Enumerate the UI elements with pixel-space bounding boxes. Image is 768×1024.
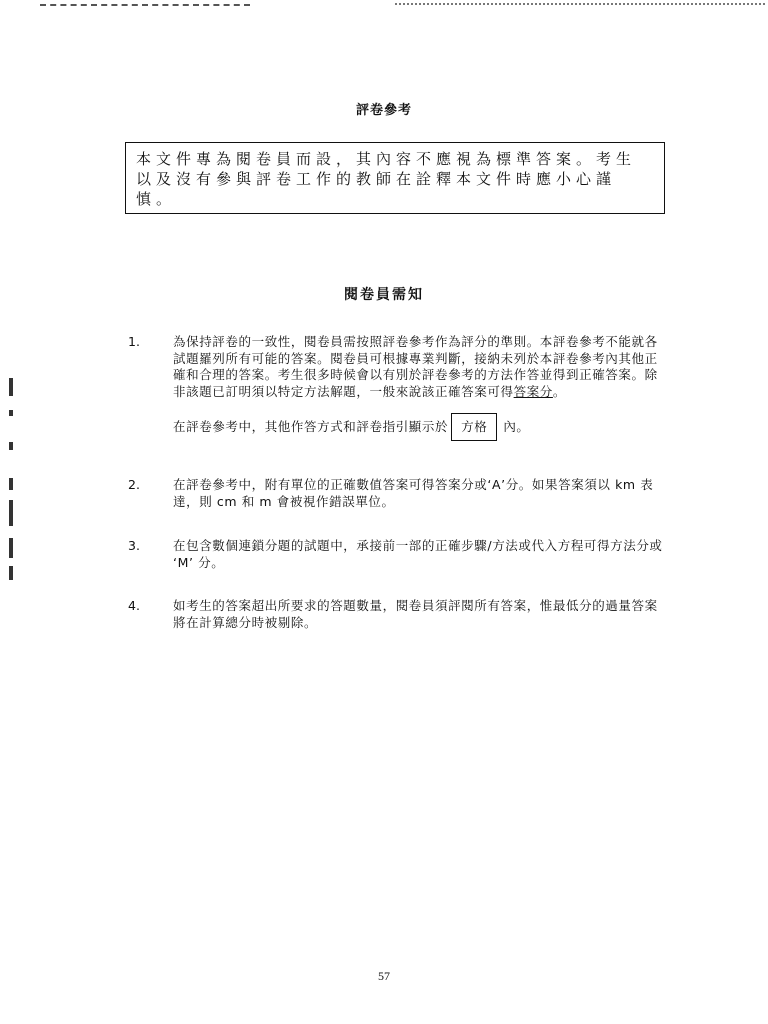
method-box: 方格 [451,413,497,441]
item-text: 如考生的答案超出所要求的答題數量，閱卷員須評閱所有答案，惟最低分的過量答案將在計算總分時被剔除。 [173,598,658,630]
scan-artifact-left-margin [6,370,22,590]
item-number: 1. [128,334,140,349]
section-title: 閱卷員需知 [344,287,424,303]
item-number: 4. [128,598,140,613]
page-title: 評卷參考 [355,103,412,118]
scan-artifact-top-left [40,4,250,6]
page-number: 57 [378,969,390,983]
item-body [173,334,668,441]
underlined-term: 答案分 [513,383,553,399]
item-number: 3. [128,538,140,553]
item-number: 2. [128,477,140,492]
item-text: 在評卷參考中，附有單位的正確數值答案可得答案分或‘A’分。如果答案須以 km 表達，則 cm 和 m 會被視作錯誤單位。 [173,477,654,509]
item-text: 為保持評卷的一致性，閱卷員需按照評卷參考作為評分的準則。本評卷參考不能就各試題羅列所有可能的答案。閱卷員可根據專業判斷，接納未列於本評卷參考內其他正確和合理的答案。考生很多時候會以有別於評卷參考的方法作答並得到正確答案。除非該題已訂明須以特定方法解題，一般來說該正確答案可得答案分。 [173,334,658,399]
notice-box: 本文件專為閱卷員而設，其內容不應視為標準答案。考生以及沒有參與評卷工作的教師在詮釋本文件時應小心謹慎。 [125,142,665,214]
item-text: 在包含數個連鎖分題的試題中，承接前一部的正確步驟/方法或代入方程可得方法分或 ‘M’ 分。 [173,538,663,570]
item-extra-text: 在評卷參考中，其他作答方式和評卷指引顯示於 方格 內。 [173,413,668,441]
scan-artifact-top-right [395,3,765,5]
